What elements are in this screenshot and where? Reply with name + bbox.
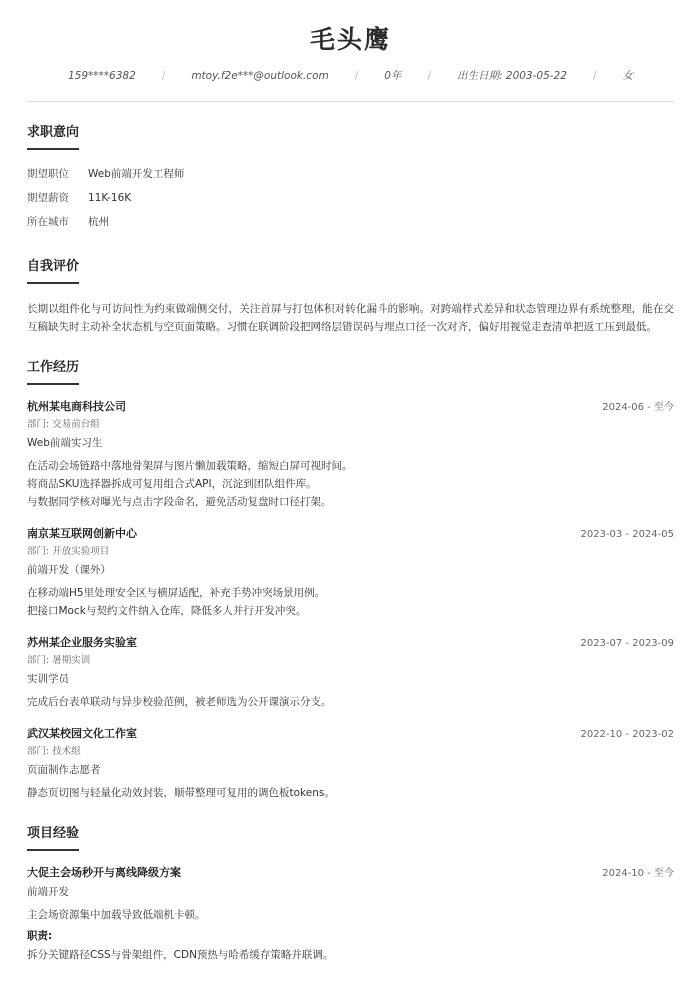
- project-name: 大促主会场秒开与离线降级方案: [27, 866, 181, 879]
- department: 部门: 暑期实训: [27, 655, 91, 666]
- birth-date: 出生日期: 2003-05-22: [457, 70, 567, 82]
- work-date: 2023-03 - 2024-05: [580, 529, 674, 540]
- job-intent-section: [27, 121, 674, 234]
- duty-line: 拆分关键路径CSS与骨架组件，CDN预热与哈希缓存策略并联调。: [27, 949, 334, 961]
- work-item: [27, 398, 674, 511]
- work-detail-line: 静态页切图与轻量化动效封装，顺带整理可复用的调色板tokens。: [27, 787, 335, 799]
- project-experience-section: [27, 822, 674, 964]
- contact-separator: /: [592, 70, 597, 82]
- section-title-self: 自我评价: [27, 258, 79, 284]
- company-name: 杭州某电商科技公司: [27, 400, 126, 413]
- department: 部门: 交易前台组: [27, 419, 100, 430]
- work-date: 2024-06 - 至今: [602, 402, 674, 413]
- company-name: 南京某互联网创新中心: [27, 527, 137, 540]
- intent-label: 期望薪资: [27, 192, 69, 204]
- section-title-work: 工作经历: [27, 359, 79, 385]
- self-evaluation-text: 长期以组件化与可访问性为约束做端侧交付，关注首屏与打包体积对转化漏斗的影响。对跨端样式差异和状态管理边界有系统整理，能在交互稿缺失时主动补全状态机与空页面策略。习惯在联调阶段把网络层错误码与埋点口径一次对齐，偏好用视觉走查清单把返工压到最低。: [27, 303, 674, 333]
- section-title-intent: 求职意向: [27, 124, 79, 150]
- job-role: 实训学员: [27, 673, 69, 685]
- self-evaluation-section: [27, 255, 674, 336]
- company-name: 武汉某校园文化工作室: [27, 727, 137, 740]
- contact-separator: /: [161, 70, 166, 82]
- work-detail-line: 与数据同学核对曝光与点击字段命名，避免活动复盘时口径打架。: [27, 496, 332, 508]
- job-role: 前端开发（课外）: [27, 564, 111, 576]
- intent-row: [27, 162, 674, 186]
- intent-label: 期望职位: [27, 168, 69, 180]
- intent-value: Web前端开发工程师: [88, 168, 185, 180]
- department: 部门: 开放实验项目: [27, 546, 110, 557]
- work-detail-line: 在移动端H5里处理安全区与横屏适配，补充手势冲突场景用例。: [27, 587, 326, 599]
- work-detail-line: 在活动会场链路中落地骨架屏与图片懒加载策略，缩短白屏可视时间。: [27, 460, 353, 472]
- work-item: [27, 725, 674, 802]
- project-description: 主会场资源集中加载导致低端机卡顿。: [27, 909, 206, 921]
- intent-value: 杭州: [88, 216, 109, 228]
- work-detail-line: 把接口Mock与契约文件纳入仓库，降低多人并行开发冲突。: [27, 605, 307, 617]
- work-experience-years: 0年: [384, 70, 402, 82]
- email-address: mtoy.f2e***@outlook.com: [191, 70, 329, 82]
- job-role: 页面制作志愿者: [27, 764, 101, 776]
- contact-bar: [27, 68, 674, 84]
- work-experience-section: [27, 356, 674, 802]
- work-item: [27, 525, 674, 620]
- project-item: [27, 864, 674, 964]
- company-name: 苏州某企业服务实验室: [27, 636, 137, 649]
- project-date: 2024-10 - 至今: [602, 868, 674, 879]
- project-role: 前端开发: [27, 886, 69, 898]
- department: 部门: 技术组: [27, 746, 81, 757]
- header-divider: [27, 101, 674, 102]
- intent-row: [27, 186, 674, 210]
- intent-label: 所在城市: [27, 216, 69, 228]
- work-date: 2023-07 - 2023-09: [580, 638, 674, 649]
- work-detail-line: 将商品SKU选择器拆成可复用组合式API，沉淀到团队组件库。: [27, 478, 317, 490]
- work-item: [27, 634, 674, 711]
- job-role: Web前端实习生: [27, 437, 103, 449]
- candidate-name: 毛头鹰: [309, 25, 391, 54]
- duty-label: 职责:: [27, 930, 53, 942]
- contact-separator: /: [427, 70, 432, 82]
- work-date: 2022-10 - 2023-02: [580, 729, 674, 740]
- section-title-projects: 项目经验: [27, 825, 79, 851]
- work-detail-line: 完成后台表单联动与异步校验范例，被老师选为公开课演示分支。: [27, 696, 332, 708]
- phone-number: 159****6382: [68, 70, 136, 82]
- intent-row: [27, 210, 674, 234]
- contact-separator: /: [354, 70, 359, 82]
- intent-value: 11K-16K: [88, 192, 132, 204]
- gender: 女: [622, 70, 633, 82]
- resume-page: [27, 0, 674, 978]
